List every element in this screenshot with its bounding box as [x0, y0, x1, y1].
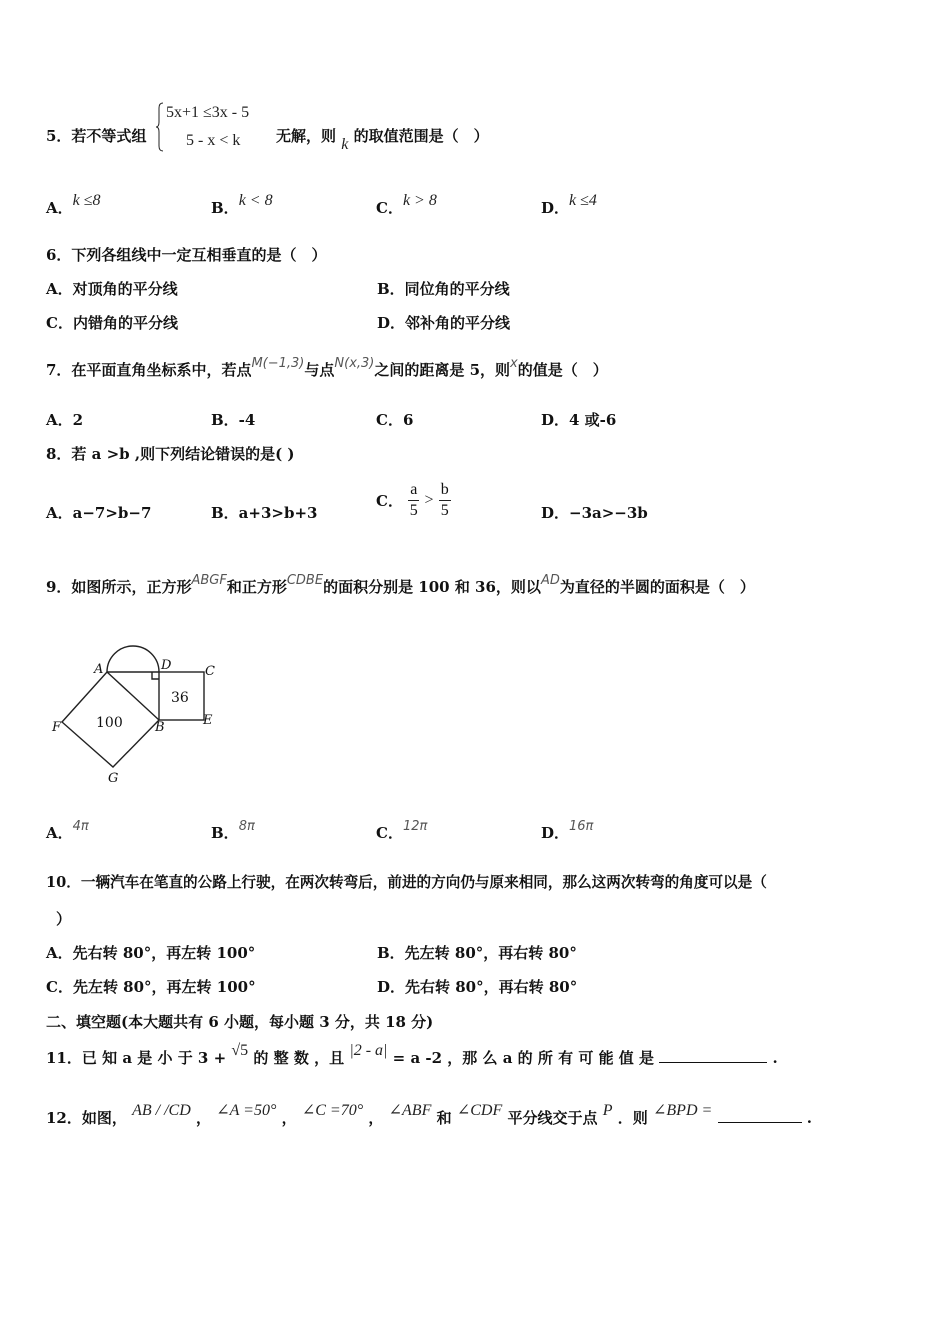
- q10-option-b[interactable]: B．先左转 80°，再右转 80°: [377, 944, 577, 962]
- q9-option-c[interactable]: C．12π: [376, 819, 428, 842]
- q9-option-b[interactable]: B．8π: [211, 819, 255, 842]
- q7-option-b[interactable]: B．-4: [211, 411, 256, 429]
- q5-option-c[interactable]: C．k > 8: [376, 192, 437, 217]
- q9-label-e: E: [203, 713, 213, 728]
- q9-label-b: B: [155, 720, 165, 735]
- q10-stem-line2: ）: [56, 910, 72, 928]
- q6-stem: 6．下列各组线中一定互相垂直的是（ ）: [46, 246, 327, 264]
- q9-area-36: 36: [171, 690, 189, 706]
- q5-var-k: k: [341, 136, 349, 153]
- q9-semicircle: [107, 646, 159, 672]
- q5-system-line2: 5 - x < k: [186, 132, 241, 149]
- q11-stem: 11．已 知 a 是 小 于 3 + √5 的 整 数 ，且 |2 - a| = a -2 ，那 么 a 的 所 有 可 能 值 是 .: [46, 1042, 778, 1067]
- q7-stem: 7．在平面直角坐标系中，若点M(−1,3)与点N(x,3)之间的距离是 5，则x的值是（ ）: [46, 356, 608, 379]
- q9-square-cdbe: CDBE: [286, 573, 324, 588]
- q8-option-a[interactable]: A．a−7>b−7: [46, 504, 152, 522]
- q12-answer-blank[interactable]: [718, 1108, 802, 1123]
- q12-stem: 12．如图， AB / /CD ， ∠A =50° ， ∠C =70° ， ∠ABF 和 ∠CDF 平分线交于点 P ．则 ∠BPD = .: [46, 1102, 812, 1127]
- q8-stem: 8．若 a >b ,则下列结论错误的是( ): [46, 445, 295, 463]
- q9-right-angle-mark: [152, 672, 159, 679]
- q8-option-d[interactable]: D．−3a>−3b: [541, 504, 648, 522]
- q7-point-n: N(x,3): [334, 356, 375, 371]
- q8-option-c[interactable]: C． $\frac{a}{5}$ > $\frac{b}{5}$: [376, 481, 449, 519]
- q7-option-a[interactable]: A．2: [46, 411, 84, 429]
- q9-label-f: F: [52, 720, 62, 735]
- q10-option-a[interactable]: A．先右转 80°，再左转 100°: [46, 944, 256, 962]
- q6-option-c[interactable]: C．内错角的平分线: [46, 314, 178, 332]
- q5-stem: [46, 126, 146, 146]
- q5-number-text: 5．若不等式组: [46, 127, 147, 145]
- q9-label-d: D: [161, 658, 172, 673]
- q5-option-a[interactable]: A．k ≤8: [46, 192, 101, 217]
- q11-sqrt5: √5: [231, 1042, 249, 1059]
- q7-option-d[interactable]: D．4 或-6: [541, 411, 617, 429]
- q5-stem-tail: 无解，则 k 的取值范围是（ ）: [276, 127, 489, 153]
- q9-figure: [40, 635, 240, 790]
- section2-heading: 二、填空题(本大题共有 6 小题，每小题 3 分，共 18 分): [46, 1013, 434, 1031]
- q5-system-brace: [156, 102, 164, 152]
- q7-option-c[interactable]: C．6: [376, 411, 414, 429]
- q5-option-b[interactable]: B．k < 8: [211, 192, 273, 217]
- q9-label-c: C: [205, 664, 215, 679]
- q9-label-g: G: [108, 771, 119, 786]
- q8-fraction-b5: $\frac{b}{5}$: [440, 481, 449, 519]
- q5-system-line1: 5x+1 ≤3x - 5: [166, 104, 250, 121]
- q6-option-a[interactable]: A．对顶角的平分线: [46, 280, 178, 298]
- q9-label-a: A: [94, 662, 104, 677]
- q11-answer-blank[interactable]: [659, 1048, 767, 1063]
- q10-stem-line1: 10．一辆汽车在笔直的公路上行驶，在两次转弯后，前进的方向仍与原来相同，那么这两次转弯的角度可以是（: [46, 874, 767, 891]
- q11-abs-expr: |2 - a|: [349, 1042, 388, 1059]
- q9-segment-ad: AD: [540, 573, 560, 588]
- q10-option-d[interactable]: D．先右转 80°，再右转 80°: [377, 978, 578, 996]
- q9-stem: 9．如图所示，正方形ABGF和正方形CDBE的面积分别是 100 和 36，则以AD为直径的半圆的面积是（ ）: [46, 573, 755, 596]
- q7-var-x: x: [510, 356, 518, 371]
- q8-fraction-a5: $\frac{a}{5}$: [409, 481, 418, 519]
- q5-option-d[interactable]: D．k ≤4: [541, 192, 597, 217]
- q9-area-100: 100: [96, 715, 123, 731]
- q8-option-b[interactable]: B．a+3>b+3: [211, 504, 318, 522]
- q9-option-a[interactable]: A．4π: [46, 819, 89, 842]
- q9-option-d[interactable]: D．16π: [541, 819, 594, 842]
- q6-option-b[interactable]: B．同位角的平分线: [377, 280, 510, 298]
- q9-square-abgf: ABGF: [191, 573, 227, 588]
- q10-option-c[interactable]: C．先左转 80°，再左转 100°: [46, 978, 256, 996]
- q7-point-m: M(−1,3): [251, 356, 305, 371]
- q6-option-d[interactable]: D．邻补角的平分线: [377, 314, 511, 332]
